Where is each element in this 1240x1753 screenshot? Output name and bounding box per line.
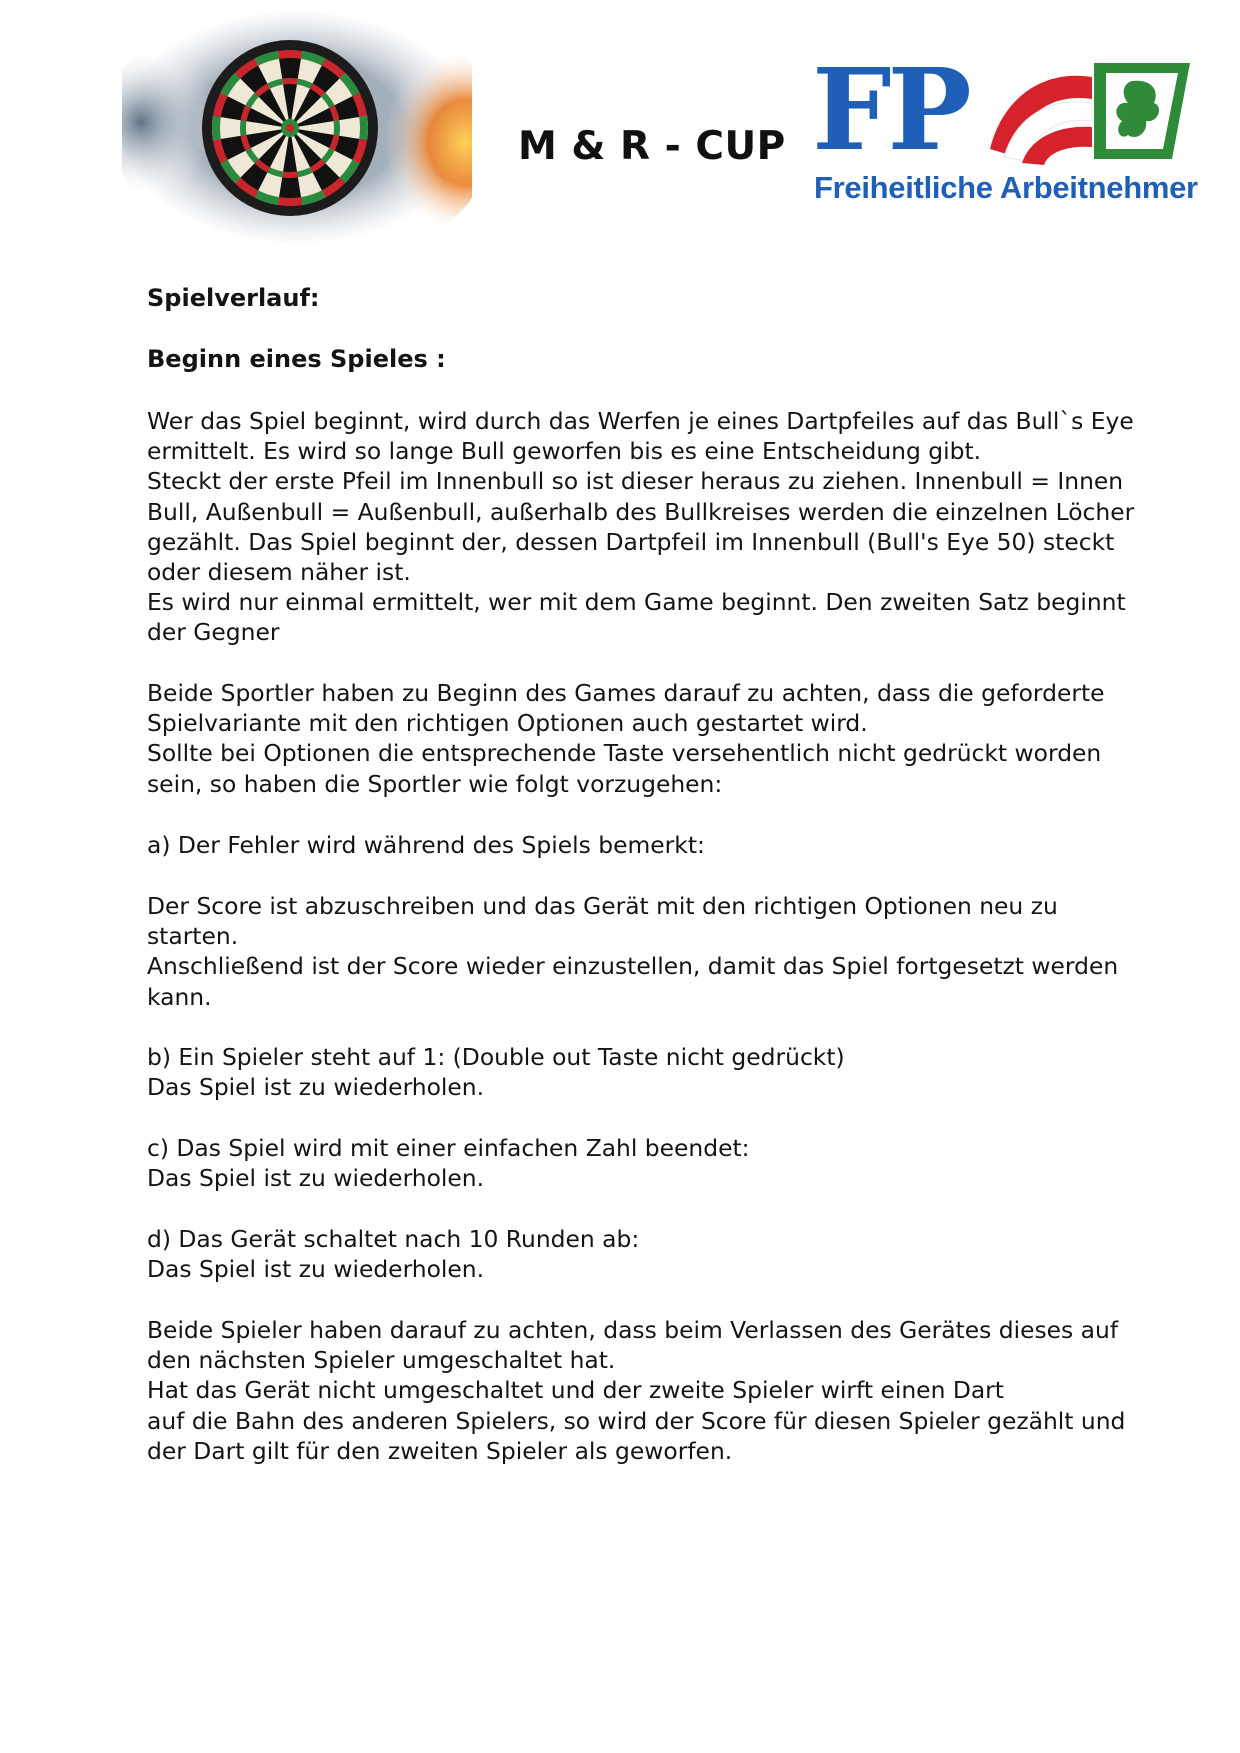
text-line: kann.: [147, 982, 212, 1011]
paragraph-case-c: [147, 1133, 750, 1193]
text-line: a) Der Fehler wird während des Spiels bemerkt:: [147, 831, 705, 859]
text-line: Steckt der erste Pfeil im Innenbull so ist dieser heraus zu ziehen. Innenbull = Innen: [147, 467, 1124, 496]
dartboard-icon: [122, 12, 472, 242]
text-line: der Dart gilt für den zweiten Spieler als geworfen.: [147, 1436, 733, 1465]
text-line: ermittelt. Es wird so lange Bull geworfen bis es eine Entscheidung gibt.: [147, 437, 982, 466]
paragraph-start: [147, 406, 1134, 648]
text-line: Hat das Gerät nicht umgeschaltet und der zweite Spieler wirft einen Dart: [147, 1376, 1004, 1405]
text-line: Bull, Außenbull = Außenbull, außerhalb des Bullkreises werden die einzelnen Löcher: [147, 497, 1135, 526]
text-line: starten.: [147, 922, 239, 951]
paragraph-score: [147, 891, 1118, 1012]
text-line: oder diesem näher ist.: [147, 558, 411, 587]
section-heading-spielverlauf: Spielverlauf:: [147, 284, 320, 312]
paragraph-case-d: [147, 1224, 639, 1284]
text-line: d) Das Gerät schaltet nach 10 Runden ab:: [147, 1225, 640, 1253]
text-line: Anschließend ist der Score wieder einzustellen, damit das Spiel fortgesetzt werden: [147, 952, 1119, 981]
fpo-logo-letters: FP: [812, 45, 968, 176]
text-line: sein, so haben die Sportler wie folgt vorzugehen:: [147, 769, 723, 798]
paragraph-switch-player: [147, 1315, 1125, 1466]
paragraph-options: [147, 678, 1105, 799]
text-line: Der Score ist abzuschreiben und das Gerät mit den richtigen Optionen neu zu: [147, 892, 1058, 920]
paragraph-case-b: [147, 1042, 845, 1102]
cup-title: M & R - CUP: [518, 124, 786, 169]
text-line: Sollte bei Optionen die entsprechende Taste versehentlich nicht gedrückt worden: [147, 739, 1102, 768]
fpo-logo-subtitle: Freiheitliche Arbeitnehmer: [814, 170, 1198, 205]
paragraph-case-a: [147, 830, 705, 860]
text-line: gezählt. Das Spiel beginnt der, dessen Dartpfeil im Innenbull (Bull's Eye 50) steckt: [147, 527, 1115, 556]
text-line: Das Spiel ist zu wiederholen.: [147, 1164, 485, 1193]
text-line: Beide Spieler haben darauf zu achten, dass beim Verlassen des Gerätes dieses auf: [147, 1316, 1119, 1344]
fpo-logo: [812, 45, 1198, 215]
text-line: Beide Sportler haben zu Beginn des Games darauf zu achten, dass die geforderte: [147, 679, 1105, 707]
text-line: der Gegner: [147, 618, 280, 647]
text-line: Wer das Spiel beginnt, wird durch das Werfen je eines Dartpfeiles auf das Bull`s Eye: [147, 407, 1134, 435]
text-line: b) Ein Spieler steht auf 1: (Double out Taste nicht gedrückt): [147, 1043, 845, 1071]
text-line: Es wird nur einmal ermittelt, wer mit dem Game beginnt. Den zweiten Satz beginnt: [147, 588, 1126, 617]
section-heading-beginn: Beginn eines Spieles :: [147, 345, 446, 373]
text-line: auf die Bahn des anderen Spielers, so wird der Score für diesen Spieler gezählt und: [147, 1406, 1126, 1435]
text-line: Das Spiel ist zu wiederholen.: [147, 1073, 485, 1102]
austria-flag-icon: [982, 59, 1192, 167]
text-line: c) Das Spiel wird mit einer einfachen Zahl beendet:: [147, 1134, 750, 1162]
text-line: den nächsten Spieler umgeschaltet hat.: [147, 1346, 616, 1375]
text-line: Spielvariante mit den richtigen Optionen auch gestartet wird.: [147, 709, 868, 738]
text-line: Das Spiel ist zu wiederholen.: [147, 1255, 485, 1284]
